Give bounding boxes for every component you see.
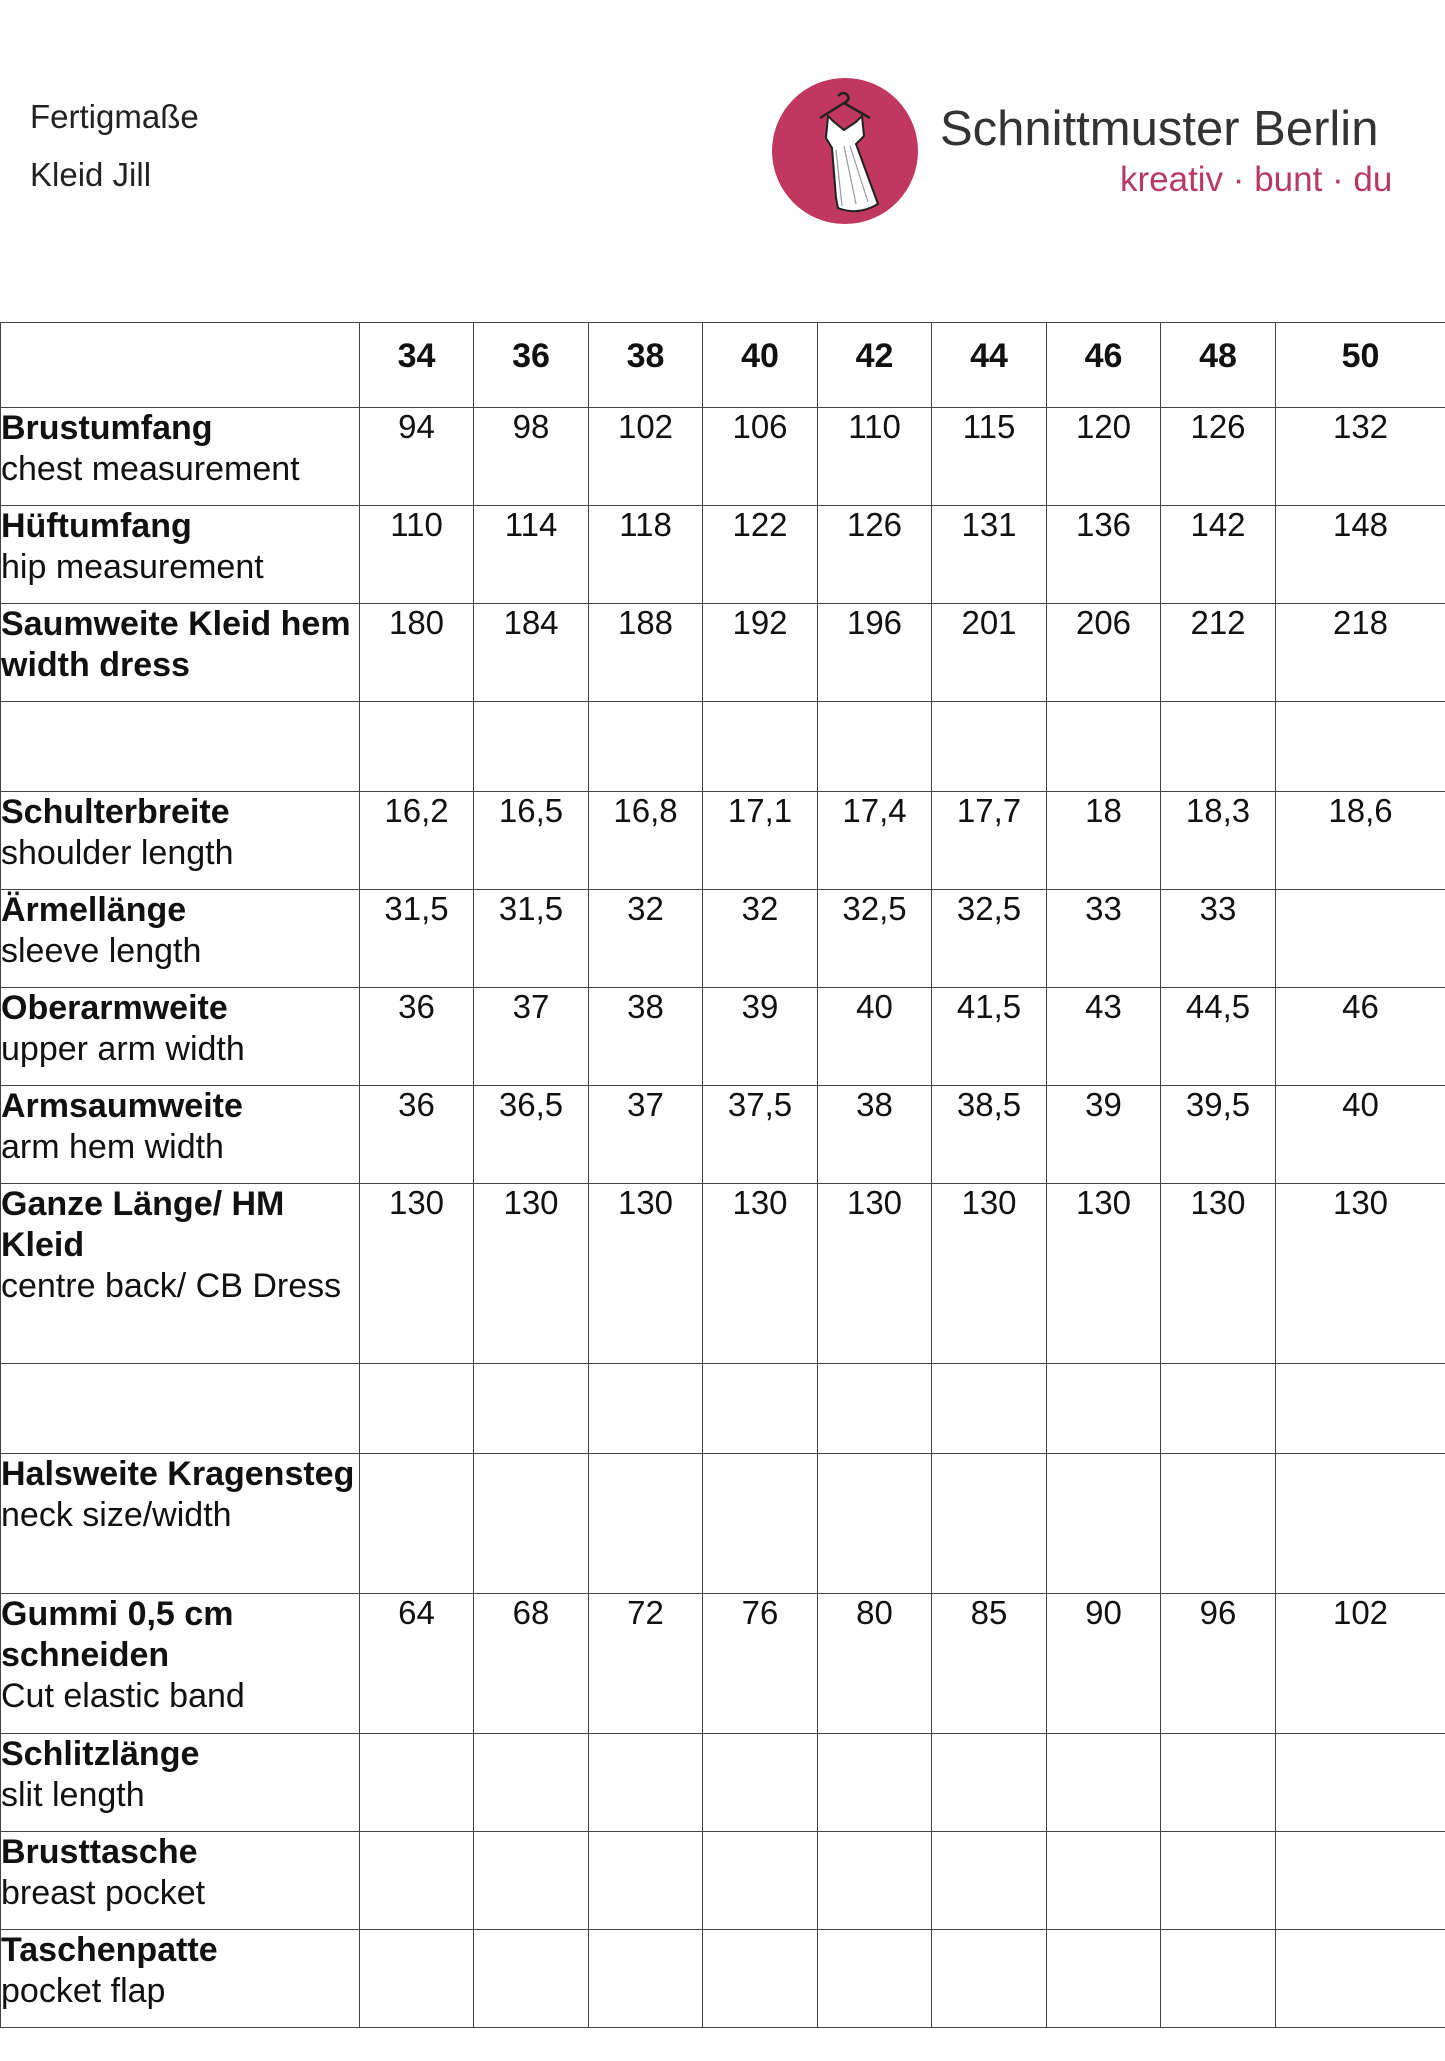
table-row [1, 604, 1445, 702]
brand-tagline: kreativ · bunt · du [1120, 160, 1393, 199]
value-cell [360, 1930, 474, 2028]
value-cell: 33 [1047, 890, 1161, 988]
value-cell: 16,8 [589, 792, 703, 890]
row-label-english: upper arm width [1, 1030, 245, 1068]
row-label-english: pocket flap [1, 1972, 166, 2010]
table-row [1, 1594, 1445, 1734]
value-cell [1276, 1364, 1445, 1454]
value-cell: 90 [1047, 1594, 1161, 1734]
table-row [1, 1454, 1445, 1594]
value-cell: 184 [474, 604, 589, 702]
table-row [1, 506, 1445, 604]
value-cell: 115 [932, 408, 1047, 506]
size-header-42: 42 [818, 323, 932, 408]
row-label-german: Saumweite Kleid hem width dress [1, 605, 351, 684]
value-cell [818, 1454, 932, 1594]
value-cell: 102 [589, 408, 703, 506]
value-cell [1276, 702, 1445, 792]
value-cell [703, 1454, 818, 1594]
table-row [1, 1734, 1445, 1832]
value-cell [703, 1930, 818, 2028]
value-cell: 142 [1161, 506, 1276, 604]
row-label-english: sleeve length [1, 932, 202, 970]
value-cell: 36 [360, 1086, 474, 1184]
row-label-english: breast pocket [1, 1874, 206, 1912]
value-cell [360, 702, 474, 792]
value-cell [1161, 1364, 1276, 1454]
value-cell: 32 [703, 890, 818, 988]
value-cell: 122 [703, 506, 818, 604]
value-cell [818, 702, 932, 792]
value-cell [589, 1832, 703, 1930]
value-cell [360, 1832, 474, 1930]
title-line-2: Kleid Jill [30, 156, 152, 193]
table-row [1, 988, 1445, 1086]
value-cell [818, 1734, 932, 1832]
size-header-36: 36 [474, 323, 589, 408]
value-cell [1276, 1734, 1445, 1832]
size-header-50: 50 [1276, 323, 1445, 408]
value-cell: 18,3 [1161, 792, 1276, 890]
value-cell: 68 [474, 1594, 589, 1734]
value-cell [1161, 1734, 1276, 1832]
value-cell: 98 [474, 408, 589, 506]
row-label-german: Hüftumfang [1, 507, 192, 545]
value-cell: 31,5 [474, 890, 589, 988]
title-line-1: Fertigmaße [30, 98, 199, 135]
value-cell [474, 1832, 589, 1930]
value-cell: 44,5 [1161, 988, 1276, 1086]
brand [940, 100, 1392, 202]
value-cell [932, 1734, 1047, 1832]
value-cell [474, 1454, 589, 1594]
value-cell: 126 [1161, 408, 1276, 506]
value-cell [1161, 1832, 1276, 1930]
row-label-german: Brustumfang [1, 409, 213, 447]
row-label [1, 1184, 360, 1364]
value-cell: 130 [703, 1184, 818, 1364]
row-label [1, 1086, 360, 1184]
size-header-40: 40 [703, 323, 818, 408]
value-cell: 206 [1047, 604, 1161, 702]
value-cell: 118 [589, 506, 703, 604]
value-cell: 180 [360, 604, 474, 702]
value-cell: 130 [360, 1184, 474, 1364]
value-cell: 130 [932, 1184, 1047, 1364]
value-cell: 106 [703, 408, 818, 506]
value-cell: 196 [818, 604, 932, 702]
value-cell [932, 1832, 1047, 1930]
table-row [1, 1364, 1445, 1454]
row-label-german: Gummi 0,5 cm schneiden [1, 1595, 234, 1674]
value-cell [1161, 1930, 1276, 2028]
value-cell [589, 1930, 703, 2028]
value-cell: 114 [474, 506, 589, 604]
value-cell: 136 [1047, 506, 1161, 604]
size-table [0, 322, 1445, 2028]
row-label-english: neck size/width [1, 1496, 232, 1534]
row-label-german: Armsaumweite [1, 1087, 243, 1125]
value-cell [474, 1930, 589, 2028]
value-cell: 201 [932, 604, 1047, 702]
value-cell [703, 1734, 818, 1832]
row-label-english: shoulder length [1, 834, 234, 872]
row-label-german: Schlitzlänge [1, 1735, 200, 1773]
value-cell: 17,1 [703, 792, 818, 890]
size-header-48: 48 [1161, 323, 1276, 408]
value-cell: 40 [818, 988, 932, 1086]
value-cell [1276, 1832, 1445, 1930]
value-cell: 192 [703, 604, 818, 702]
value-cell: 31,5 [360, 890, 474, 988]
table-body [1, 323, 1445, 2028]
dress-hanger-icon [772, 78, 918, 224]
row-label-english: slit length [1, 1776, 145, 1814]
value-cell [474, 1364, 589, 1454]
value-cell [1161, 702, 1276, 792]
value-cell [1047, 702, 1161, 792]
value-cell [1047, 1734, 1161, 1832]
row-label [1, 1454, 360, 1594]
value-cell: 18,6 [1276, 792, 1445, 890]
corner-cell [1, 323, 360, 408]
row-label [1, 890, 360, 988]
row-label-german: Brusttasche [1, 1833, 198, 1871]
value-cell: 40 [1276, 1086, 1445, 1184]
value-cell: 39,5 [1161, 1086, 1276, 1184]
row-label-english: hip measurement [1, 548, 264, 586]
value-cell: 33 [1161, 890, 1276, 988]
value-cell [360, 1454, 474, 1594]
value-cell: 32,5 [932, 890, 1047, 988]
value-cell [360, 1364, 474, 1454]
value-cell: 120 [1047, 408, 1161, 506]
value-cell [703, 1364, 818, 1454]
value-cell [1276, 1930, 1445, 2028]
value-cell: 32,5 [818, 890, 932, 988]
value-cell: 64 [360, 1594, 474, 1734]
value-cell: 37 [589, 1086, 703, 1184]
value-cell [1047, 1364, 1161, 1454]
value-cell: 218 [1276, 604, 1445, 702]
table-row [1, 1086, 1445, 1184]
value-cell: 130 [1276, 1184, 1445, 1364]
value-cell: 16,2 [360, 792, 474, 890]
value-cell: 132 [1276, 408, 1445, 506]
row-label-english: chest measurement [1, 450, 300, 488]
value-cell: 80 [818, 1594, 932, 1734]
value-cell [589, 1454, 703, 1594]
row-label-german: Oberarmweite [1, 989, 228, 1027]
value-cell: 110 [818, 408, 932, 506]
value-cell: 37,5 [703, 1086, 818, 1184]
row-label [1, 1734, 360, 1832]
value-cell [932, 1364, 1047, 1454]
row-label [1, 506, 360, 604]
value-cell: 16,5 [474, 792, 589, 890]
value-cell: 46 [1276, 988, 1445, 1086]
row-label [1, 1930, 360, 2028]
row-label-german: Halsweite Kragensteg [1, 1455, 355, 1493]
value-cell: 37 [474, 988, 589, 1086]
value-cell: 148 [1276, 506, 1445, 604]
size-header-44: 44 [932, 323, 1047, 408]
row-label-german: Ärmellänge [1, 891, 187, 929]
value-cell: 85 [932, 1594, 1047, 1734]
value-cell [932, 1454, 1047, 1594]
value-cell: 96 [1161, 1594, 1276, 1734]
value-cell: 130 [589, 1184, 703, 1364]
value-cell [932, 702, 1047, 792]
row-label [1, 1594, 360, 1734]
brand-name: Schnittmuster Berlin [940, 102, 1379, 156]
value-cell: 131 [932, 506, 1047, 604]
value-cell [1047, 1832, 1161, 1930]
table-row [1, 1184, 1445, 1364]
value-cell: 36 [360, 988, 474, 1086]
value-cell: 76 [703, 1594, 818, 1734]
table-row [1, 702, 1445, 792]
value-cell [474, 702, 589, 792]
value-cell: 188 [589, 604, 703, 702]
value-cell: 72 [589, 1594, 703, 1734]
row-label-english: Cut elastic band [1, 1677, 245, 1715]
row-label-german: Taschenpatte [1, 1931, 218, 1969]
value-cell: 17,4 [818, 792, 932, 890]
value-cell: 130 [1161, 1184, 1276, 1364]
row-label-german: Schulterbreite [1, 793, 230, 831]
value-cell [1276, 1454, 1445, 1594]
value-cell: 130 [818, 1184, 932, 1364]
value-cell: 130 [1047, 1184, 1161, 1364]
value-cell [589, 1364, 703, 1454]
value-cell [818, 1832, 932, 1930]
value-cell: 102 [1276, 1594, 1445, 1734]
value-cell: 126 [818, 506, 932, 604]
value-cell [589, 702, 703, 792]
value-cell: 110 [360, 506, 474, 604]
value-cell: 43 [1047, 988, 1161, 1086]
table-row [1, 1832, 1445, 1930]
value-cell [474, 1734, 589, 1832]
size-header-46: 46 [1047, 323, 1161, 408]
value-cell: 17,7 [932, 792, 1047, 890]
value-cell: 18 [1047, 792, 1161, 890]
value-cell [818, 1364, 932, 1454]
row-label [1, 604, 360, 702]
row-label-english: arm hem width [1, 1128, 224, 1166]
value-cell [818, 1930, 932, 2028]
value-cell [1161, 1454, 1276, 1594]
value-cell: 94 [360, 408, 474, 506]
value-cell: 212 [1161, 604, 1276, 702]
value-cell: 130 [474, 1184, 589, 1364]
value-cell [932, 1930, 1047, 2028]
value-cell: 38 [818, 1086, 932, 1184]
row-label [1, 702, 360, 792]
value-cell [1047, 1454, 1161, 1594]
row-label [1, 1832, 360, 1930]
row-label-german: Ganze Länge/ HM Kleid [1, 1185, 285, 1264]
value-cell: 38,5 [932, 1086, 1047, 1184]
value-cell [589, 1734, 703, 1832]
table-row [1, 1930, 1445, 2028]
value-cell: 32 [589, 890, 703, 988]
size-header-38: 38 [589, 323, 703, 408]
value-cell: 39 [1047, 1086, 1161, 1184]
value-cell [1047, 1930, 1161, 2028]
value-cell [360, 1734, 474, 1832]
document-title [30, 88, 199, 204]
value-cell [1276, 890, 1445, 988]
table-row [1, 890, 1445, 988]
value-cell: 36,5 [474, 1086, 589, 1184]
value-cell: 41,5 [932, 988, 1047, 1086]
row-label [1, 792, 360, 890]
size-header-34: 34 [360, 323, 474, 408]
value-cell [703, 702, 818, 792]
table-row [1, 792, 1445, 890]
row-label [1, 408, 360, 506]
size-header-row [1, 323, 1445, 408]
value-cell: 39 [703, 988, 818, 1086]
row-label [1, 988, 360, 1086]
value-cell: 38 [589, 988, 703, 1086]
value-cell [703, 1832, 818, 1930]
table-row [1, 408, 1445, 506]
row-label [1, 1364, 360, 1454]
row-label-english: centre back/ CB Dress [1, 1267, 342, 1305]
